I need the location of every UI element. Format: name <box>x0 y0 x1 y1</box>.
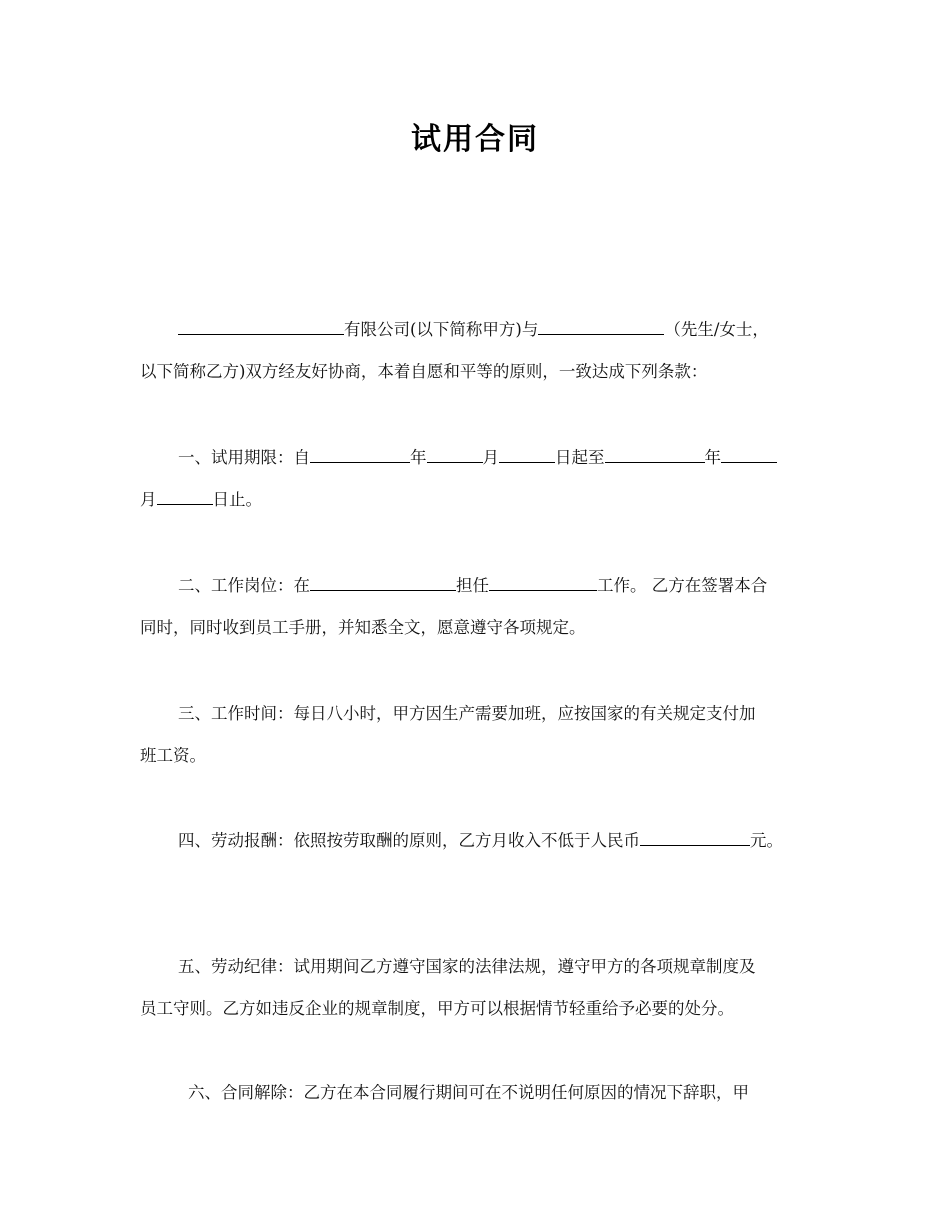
start-day-blank[interactable] <box>499 446 555 463</box>
end-day-blank[interactable] <box>157 488 213 505</box>
clause-1-year: 年 <box>410 448 427 467</box>
clause-4-prefix: 四、劳动报酬：依照按劳取酬的原则，乙方月收入不低于人民币 <box>178 831 640 850</box>
clause-2-serve: 担任 <box>456 576 489 595</box>
clause-1-month: 月 <box>482 448 499 467</box>
salary-blank[interactable] <box>640 829 750 846</box>
end-year-blank[interactable] <box>605 446 705 463</box>
company-name-blank[interactable] <box>178 318 344 335</box>
clause-1-month-2: 月 <box>140 490 157 509</box>
clause-2-line-2: 同时，同时收到员工手册，并知悉全文，愿意遵守各项规定。 <box>140 618 586 637</box>
employee-name-blank[interactable] <box>538 318 664 335</box>
intro-line-2: 以下简称乙方)双方经友好协商，本着自愿和平等的原则，一致达成下列条款： <box>140 362 708 381</box>
clause-2-prefix: 二、工作岗位：在 <box>178 576 310 595</box>
start-year-blank[interactable] <box>310 446 410 463</box>
clause-4-unit: 元。 <box>750 831 783 850</box>
clause-5-line-2: 员工守则。乙方如违反企业的规章制度，甲方可以根据情节轻重给予必要的处分。 <box>140 999 734 1018</box>
clause-1-prefix: 一、试用期限：自 <box>178 448 310 467</box>
clause-3-line-2: 班工资。 <box>140 746 206 765</box>
clause-1-end: 日止。 <box>212 490 262 509</box>
start-month-blank[interactable] <box>427 446 483 463</box>
clause-1-day-until: 日起至 <box>555 448 605 467</box>
department-blank[interactable] <box>310 574 456 591</box>
intro-line-1 <box>178 318 769 342</box>
position-blank[interactable] <box>489 574 597 591</box>
intro-salutation: （先生/女士， <box>664 320 769 339</box>
clause-2-line-1 <box>178 574 767 598</box>
end-month-blank[interactable] <box>721 446 777 463</box>
clause-1-year-2: 年 <box>704 448 721 467</box>
clause-2-work: 工作。 乙方在签署本合 <box>597 576 768 595</box>
clause-5-line-1: 五、劳动纪律：试用期间乙方遵守国家的法律法规，遵守甲方的各项规章制度及 <box>178 957 756 976</box>
document-title: 试用合同 <box>411 122 539 157</box>
clause-1-line-1 <box>178 446 777 470</box>
clause-4-line-1 <box>178 829 783 853</box>
clause-3-line-1: 三、工作时间：每日八小时，甲方因生产需要加班，应按国家的有关规定支付加 <box>178 704 756 723</box>
intro-company-suffix: 有限公司(以下简称甲方)与 <box>344 320 539 339</box>
clause-6-line-1: 六、合同解除：乙方在本合同履行期间可在不说明任何原因的情况下辞职，甲 <box>188 1083 749 1102</box>
clause-1-line-2 <box>140 488 262 512</box>
